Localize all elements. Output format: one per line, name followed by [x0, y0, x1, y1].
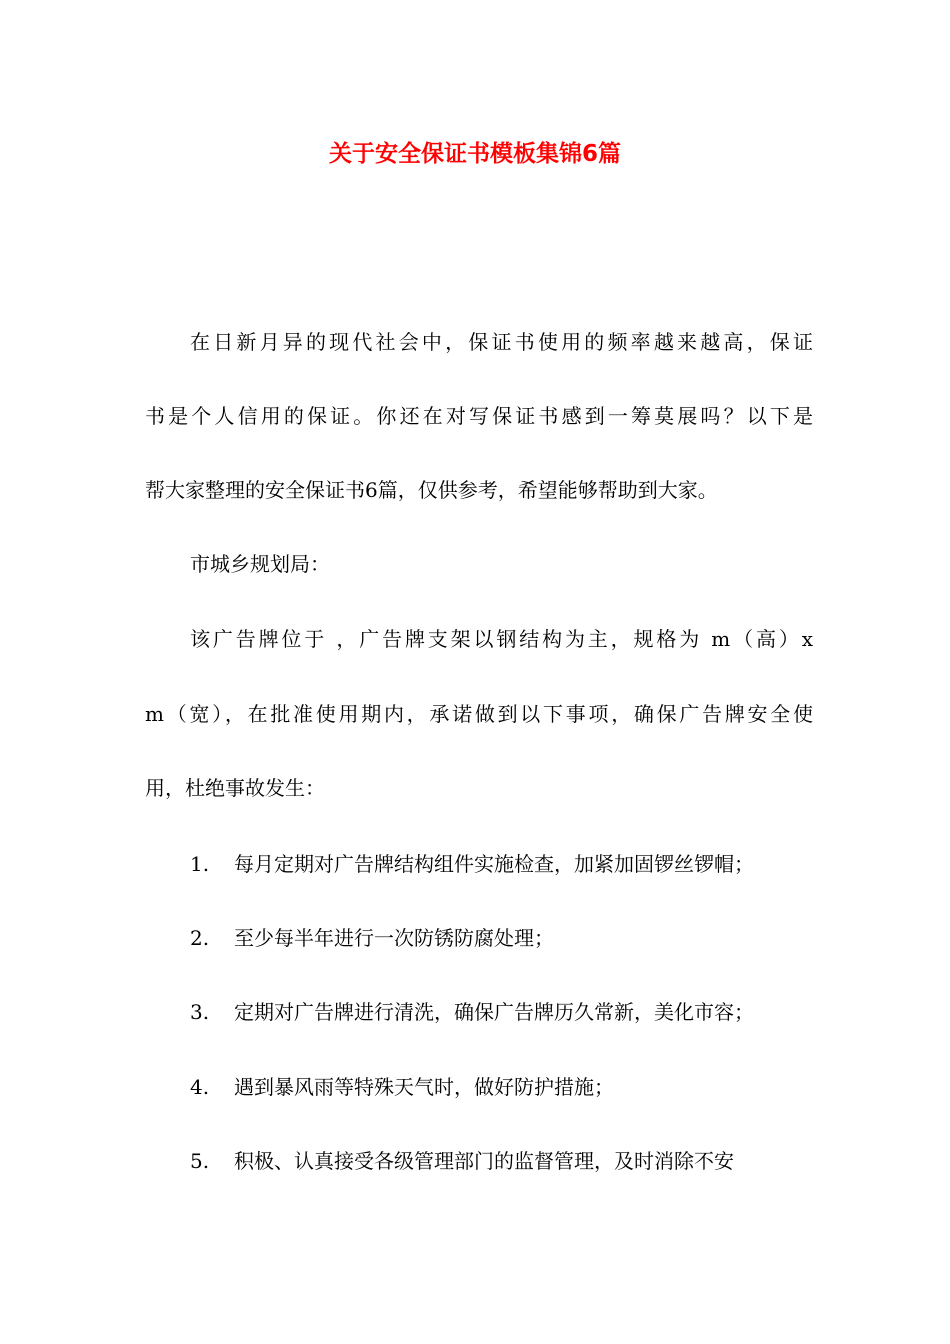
- intro-line-2: 书是个人信用的保证。你还在对写保证书感到一筹莫展吗？以下是: [145, 404, 813, 428]
- list-item-text: 至少每半年进行一次防锈防腐处理；: [234, 926, 554, 950]
- body-line-2: m（宽），在批准使用期内，承诺做到以下事项，确保广告牌安全使: [145, 702, 813, 726]
- list-item-number: 5.: [190, 1149, 210, 1173]
- intro-line-1: 在日新月异的现代社会中，保证书使用的频率越来越高，保证: [190, 330, 813, 354]
- list-item: [190, 994, 813, 1030]
- document-title: 关于安全保证书模板集锦6篇: [328, 141, 621, 167]
- intro-line-3: 帮大家整理的安全保证书6篇，仅供参考，希望能够帮助到大家。: [145, 478, 718, 502]
- list-item-number: 4.: [190, 1075, 210, 1099]
- list-item-number: 2.: [190, 926, 210, 950]
- list-item: [190, 1069, 813, 1105]
- list-item-text: 遇到暴风雨等特殊天气时，做好防护措施；: [234, 1075, 614, 1099]
- list-item: [190, 920, 813, 956]
- list-item-text: 定期对广告牌进行清洗，确保广告牌历久常新，美化市容；: [234, 1000, 754, 1024]
- list-item: [190, 846, 813, 882]
- list-item: [190, 1143, 813, 1179]
- list-item-number: 3.: [190, 1000, 210, 1024]
- list-item-text: 每月定期对广告牌结构组件实施检查，加紧加固锣丝锣帽；: [234, 852, 754, 876]
- body-line-1: 该广告牌位于 ，广告牌支架以钢结构为主，规格为 m（高）x: [190, 627, 813, 651]
- list-item-text: 积极、认真接受各级管理部门的监督管理，及时消除不安: [234, 1149, 734, 1173]
- addressee: 市城乡规划局：: [190, 552, 330, 576]
- body-line-3: 用，杜绝事故发生：: [145, 776, 325, 800]
- list-item-number: 1.: [190, 852, 210, 876]
